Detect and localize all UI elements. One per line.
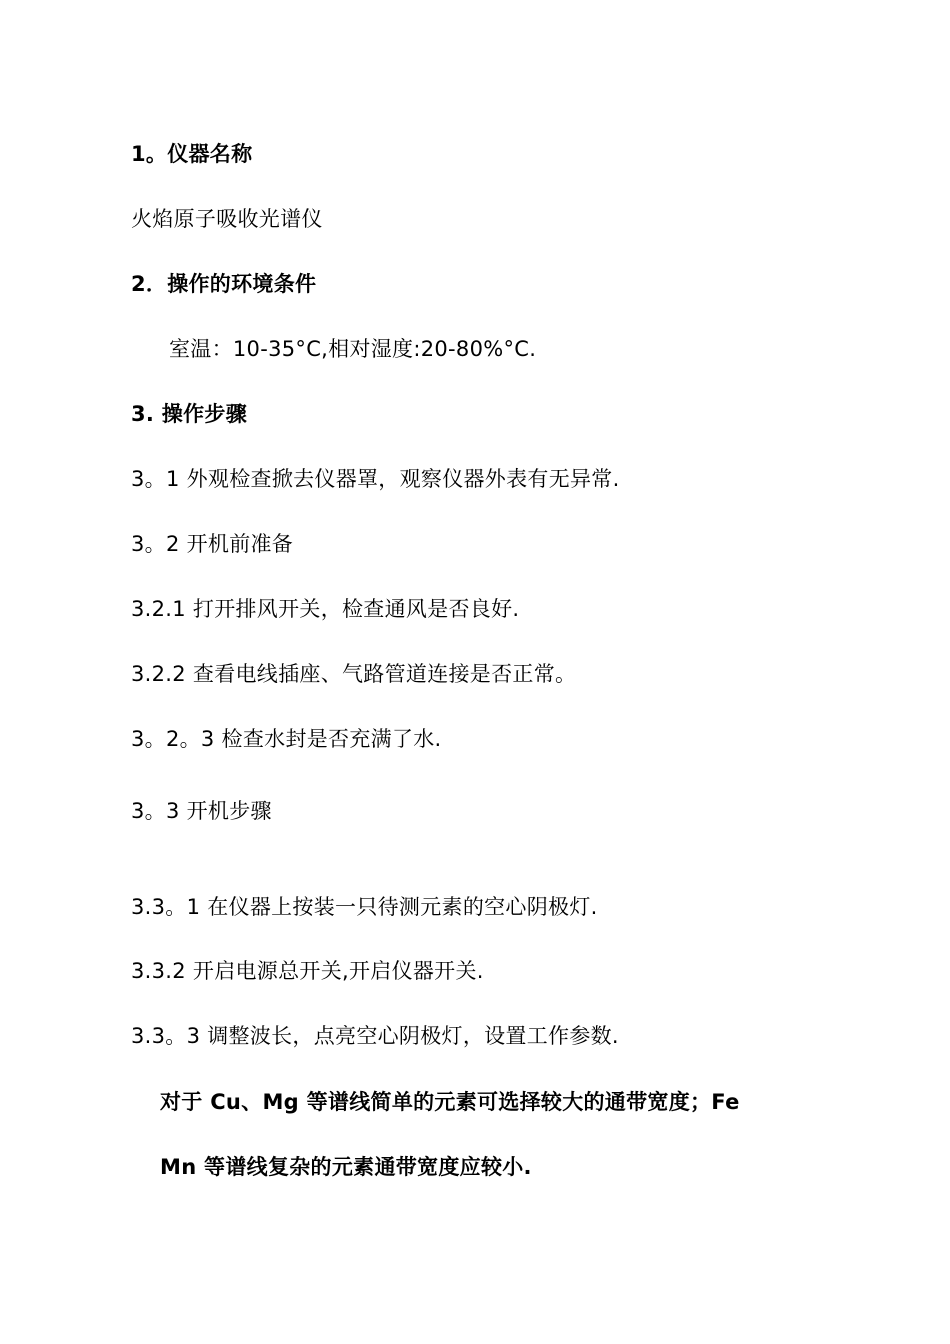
step-3-3-1-text: 3.3。1 在仪器上按装一只待测元素的空心阴极灯. — [131, 895, 598, 919]
bandwidth-note-line-2: Mn 等谱线复杂的元素通带宽度应较小. — [160, 1155, 532, 1179]
step-3-3-3-text: 3.3。3 调整波长，点亮空心阴极灯，设置工作参数. — [131, 1024, 619, 1048]
instrument-name-text: 火焰原子吸收光谱仪 — [131, 207, 323, 231]
step-3-2-3-text: 3。2。3 检查水封是否充满了水. — [131, 727, 442, 751]
step-3-3-heading: 3。3 开机步骤 — [131, 799, 272, 823]
bandwidth-note-line-1: 对于 Cu、Mg 等谱线简单的元素可选择较大的通带宽度；Fe — [160, 1090, 740, 1114]
environment-conditions-text: 室温：10-35°C,相对湿度:20-80%°C. — [169, 337, 537, 361]
step-3-1-text: 3。1 外观检查掀去仪器罩，观察仪器外表有无异常. — [131, 467, 620, 491]
step-3-3-2-text: 3.3.2 开启电源总开关,开启仪器开关. — [131, 959, 484, 983]
section-heading-operation-steps: 3. 操作步骤 — [131, 402, 247, 426]
step-3-2-2-text: 3.2.2 查看电线插座、气路管道连接是否正常。 — [131, 662, 577, 686]
step-3-2-1-text: 3.2.1 打开排风开关，检查通风是否良好. — [131, 597, 520, 621]
section-heading-environment: 2．操作的环境条件 — [131, 272, 317, 296]
section-heading-instrument-name: 1。仪器名称 — [131, 142, 253, 166]
step-3-2-heading: 3。2 开机前准备 — [131, 532, 294, 556]
